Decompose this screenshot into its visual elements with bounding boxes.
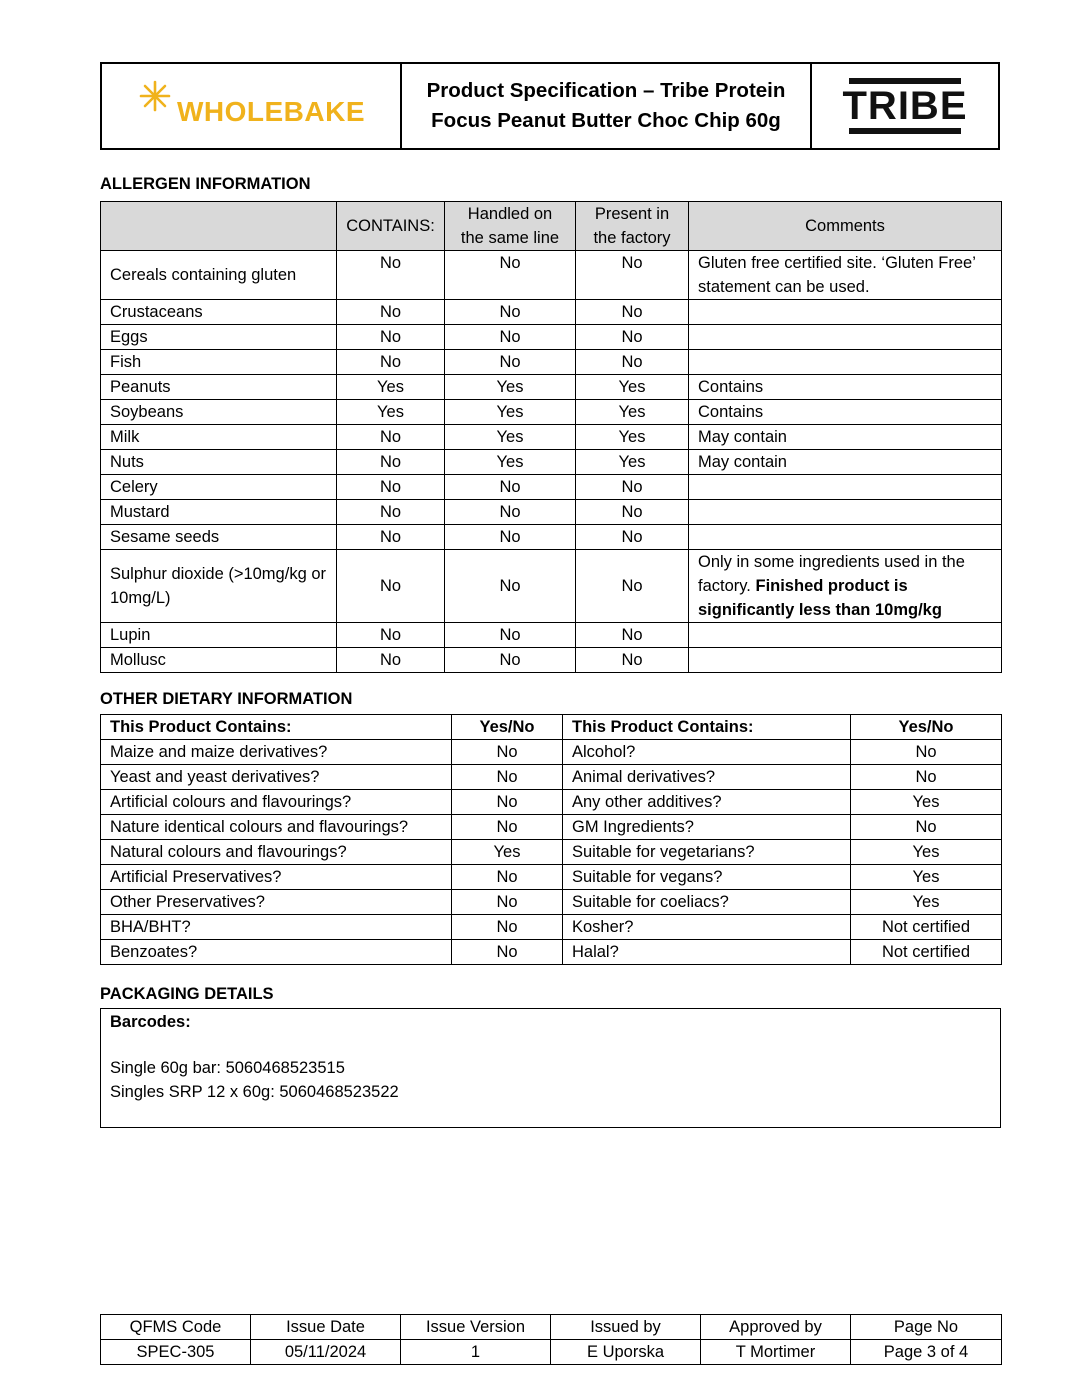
dietary-row <box>101 815 1002 840</box>
dietary-left-answer: No <box>452 765 563 790</box>
allergen-name: Lupin <box>101 623 337 648</box>
allergen-handled: No <box>445 350 576 375</box>
dietary-section-title: OTHER DIETARY INFORMATION <box>100 690 353 708</box>
dietary-right-question: Halal? <box>563 940 851 965</box>
dietary-row <box>101 915 1002 940</box>
allergen-header-blank <box>101 202 337 251</box>
allergen-name: Nuts <box>101 450 337 475</box>
dietary-row <box>101 740 1002 765</box>
allergen-name: Sesame seeds <box>101 525 337 550</box>
dietary-left-question: Artificial Preservatives? <box>101 865 452 890</box>
allergen-present: Yes <box>576 425 689 450</box>
allergen-row <box>101 500 1002 525</box>
dietary-table <box>100 714 1002 965</box>
allergen-row <box>101 623 1002 648</box>
allergen-handled: Yes <box>445 400 576 425</box>
allergen-row <box>101 375 1002 400</box>
allergen-present: No <box>576 325 689 350</box>
allergen-header-contains: CONTAINS: <box>337 202 445 251</box>
allergen-name: Mollusc <box>101 648 337 673</box>
title-line-1: Product Specification – Tribe Protein <box>426 79 786 102</box>
allergen-table <box>100 201 1002 673</box>
allergen-row <box>101 450 1002 475</box>
allergen-name: Celery <box>101 475 337 500</box>
allergen-name: Crustaceans <box>101 300 337 325</box>
dietary-left-answer: No <box>452 815 563 840</box>
allergen-comment <box>689 648 1002 673</box>
allergen-contains: No <box>337 648 445 673</box>
allergen-contains: No <box>337 623 445 648</box>
footer-header-row <box>101 1315 1002 1340</box>
dietary-right-answer: No <box>851 740 1002 765</box>
allergen-comment <box>689 251 1002 300</box>
footer-header-issued-by: Issued by <box>551 1315 701 1340</box>
allergen-name: Sulphur dioxide (>10mg/kg or 10mg/L) <box>101 550 337 623</box>
dietary-row <box>101 890 1002 915</box>
allergen-comment <box>689 450 1002 475</box>
allergen-handled: No <box>445 325 576 350</box>
allergen-comment <box>689 300 1002 325</box>
footer-issued-by: E Uporska <box>551 1340 701 1365</box>
allergen-handled: No <box>445 500 576 525</box>
allergen-contains: No <box>337 325 445 350</box>
document-header <box>100 62 1000 150</box>
dietary-row <box>101 840 1002 865</box>
dietary-right-answer: Yes <box>851 790 1002 815</box>
dietary-left-question: Natural colours and flavourings? <box>101 840 452 865</box>
dietary-left-answer: Yes <box>452 840 563 865</box>
allergen-contains: No <box>337 350 445 375</box>
allergen-name: Cereals containing gluten <box>101 251 337 300</box>
dietary-right-question: Suitable for coeliacs? <box>563 890 851 915</box>
footer-issue-date: 05/11/2024 <box>251 1340 401 1365</box>
allergen-comment <box>689 623 1002 648</box>
dietary-left-answer: No <box>452 790 563 815</box>
allergen-header-handled <box>445 202 576 251</box>
dietary-row <box>101 765 1002 790</box>
footer-header-issue-date: Issue Date <box>251 1315 401 1340</box>
footer-page-no: Page 3 of 4 <box>851 1340 1002 1365</box>
dietary-left-answer: No <box>452 740 563 765</box>
dietary-left-answer: No <box>452 865 563 890</box>
packaging-section-title: PACKAGING DETAILS <box>100 985 274 1003</box>
allergen-comment <box>689 325 1002 350</box>
allergen-contains: Yes <box>337 375 445 400</box>
allergen-handled: No <box>445 475 576 500</box>
allergen-comment-text: May contain <box>698 453 787 471</box>
allergen-name: Peanuts <box>101 375 337 400</box>
allergen-row <box>101 325 1002 350</box>
allergen-comment <box>689 375 1002 400</box>
allergen-present: No <box>576 623 689 648</box>
tribe-logo-text: TRIBE <box>842 84 968 128</box>
allergen-row <box>101 400 1002 425</box>
allergen-row <box>101 425 1002 450</box>
dietary-right-question: GM Ingredients? <box>563 815 851 840</box>
allergen-present: No <box>576 300 689 325</box>
allergen-row <box>101 525 1002 550</box>
dietary-right-question: Animal derivatives? <box>563 765 851 790</box>
footer-header-approved-by: Approved by <box>701 1315 851 1340</box>
dietary-header-row <box>101 715 1002 740</box>
allergen-contains: No <box>337 425 445 450</box>
dietary-right-answer: Yes <box>851 890 1002 915</box>
packaging-box <box>100 1008 1001 1128</box>
allergen-comment-text: May contain <box>698 428 787 446</box>
allergen-comment <box>689 550 1002 623</box>
dietary-row <box>101 790 1002 815</box>
allergen-handled: No <box>445 251 576 300</box>
dietary-header-left: This Product Contains: <box>101 715 452 740</box>
allergen-header-comments: Comments <box>689 202 1002 251</box>
allergen-name: Eggs <box>101 325 337 350</box>
dietary-right-question: Kosher? <box>563 915 851 940</box>
allergen-header-row <box>101 202 1002 251</box>
allergen-present: No <box>576 350 689 375</box>
dietary-right-question: Suitable for vegans? <box>563 865 851 890</box>
dietary-left-answer: No <box>452 915 563 940</box>
allergen-handled: Yes <box>445 450 576 475</box>
allergen-present: Yes <box>576 450 689 475</box>
allergen-contains: Yes <box>337 400 445 425</box>
allergen-header-present-line2: the factory <box>593 229 671 247</box>
allergen-present: No <box>576 251 689 300</box>
footer-header-issue-version: Issue Version <box>401 1315 551 1340</box>
tribe-logo-bar-bottom <box>849 128 961 134</box>
dietary-right-answer: Not certified <box>851 915 1002 940</box>
allergen-present: No <box>576 648 689 673</box>
document-title <box>400 64 812 148</box>
allergen-comment-text: Only in some ingredients used in the factory. <box>698 553 965 595</box>
dietary-left-answer: No <box>452 890 563 915</box>
footer-header-page-no: Page No <box>851 1315 1002 1340</box>
allergen-present: No <box>576 525 689 550</box>
allergen-row <box>101 350 1002 375</box>
barcode-single: Single 60g bar: 5060468523515 <box>110 1059 345 1077</box>
wholebake-logo-text: WHOLEBAKE <box>176 96 366 127</box>
dietary-right-answer: No <box>851 815 1002 840</box>
dietary-left-question: Artificial colours and flavourings? <box>101 790 452 815</box>
allergen-contains: No <box>337 525 445 550</box>
dietary-row <box>101 940 1002 965</box>
dietary-header-right: This Product Contains: <box>563 715 851 740</box>
allergen-handled: No <box>445 300 576 325</box>
allergen-handled: Yes <box>445 425 576 450</box>
allergen-comment <box>689 400 1002 425</box>
footer-table <box>100 1314 1002 1365</box>
allergen-handled: No <box>445 550 576 623</box>
dietary-left-question: Other Preservatives? <box>101 890 452 915</box>
dietary-right-question: Suitable for vegetarians? <box>563 840 851 865</box>
allergen-comment <box>689 500 1002 525</box>
allergen-present: Yes <box>576 400 689 425</box>
sun-icon <box>137 78 173 114</box>
dietary-right-answer: Not certified <box>851 940 1002 965</box>
allergen-handled: No <box>445 623 576 648</box>
allergen-comment-text: Contains <box>698 378 764 396</box>
footer-value-row <box>101 1340 1002 1365</box>
allergen-comment <box>689 475 1002 500</box>
barcodes-label: Barcodes: <box>110 1013 191 1031</box>
allergen-header-handled-line1: Handled on <box>467 205 553 223</box>
allergen-name: Soybeans <box>101 400 337 425</box>
allergen-comment-text: Contains <box>698 403 764 421</box>
allergen-contains: No <box>337 550 445 623</box>
footer-approved-by: T Mortimer <box>701 1340 851 1365</box>
dietary-right-answer: Yes <box>851 865 1002 890</box>
allergen-contains: No <box>337 251 445 300</box>
dietary-left-question: Maize and maize derivatives? <box>101 740 452 765</box>
allergen-comment <box>689 525 1002 550</box>
dietary-left-question: Nature identical colours and flavourings? <box>101 815 452 840</box>
allergen-handled: Yes <box>445 375 576 400</box>
dietary-right-answer: No <box>851 765 1002 790</box>
wholebake-logo <box>102 64 400 148</box>
dietary-right-question: Alcohol? <box>563 740 851 765</box>
allergen-section-title: ALLERGEN INFORMATION <box>100 175 311 193</box>
allergen-header-handled-line2: the same line <box>460 229 560 247</box>
allergen-present: No <box>576 550 689 623</box>
tribe-logo <box>812 64 998 148</box>
footer-header-qfms: QFMS Code <box>101 1315 251 1340</box>
dietary-left-answer: No <box>452 940 563 965</box>
allergen-comment-text: Gluten free certified site. ‘Gluten Free’ statement can be used. <box>698 254 976 296</box>
allergen-contains: No <box>337 450 445 475</box>
title-line-2: Focus Peanut Butter Choc Chip 60g <box>431 109 781 132</box>
allergen-contains: No <box>337 475 445 500</box>
allergen-handled: No <box>445 525 576 550</box>
allergen-present: No <box>576 475 689 500</box>
dietary-left-question: Benzoates? <box>101 940 452 965</box>
footer-qfms-code: SPEC-305 <box>101 1340 251 1365</box>
allergen-present: No <box>576 500 689 525</box>
footer-issue-version: 1 <box>401 1340 551 1365</box>
barcode-multi: Singles SRP 12 x 60g: 5060468523522 <box>110 1083 399 1101</box>
dietary-header-left-val: Yes/No <box>452 715 563 740</box>
dietary-right-answer: Yes <box>851 840 1002 865</box>
allergen-name: Fish <box>101 350 337 375</box>
allergen-header-present-line1: Present in <box>594 205 670 223</box>
allergen-present: Yes <box>576 375 689 400</box>
allergen-name: Mustard <box>101 500 337 525</box>
allergen-comment <box>689 350 1002 375</box>
dietary-left-question: Yeast and yeast derivatives? <box>101 765 452 790</box>
allergen-contains: No <box>337 500 445 525</box>
allergen-row <box>101 300 1002 325</box>
allergen-header-present <box>576 202 689 251</box>
allergen-row <box>101 648 1002 673</box>
allergen-name: Milk <box>101 425 337 450</box>
dietary-header-right-val: Yes/No <box>851 715 1002 740</box>
allergen-comment <box>689 425 1002 450</box>
allergen-row <box>101 475 1002 500</box>
dietary-right-question: Any other additives? <box>563 790 851 815</box>
dietary-left-question: BHA/BHT? <box>101 915 452 940</box>
allergen-contains: No <box>337 300 445 325</box>
allergen-comment-bold: Finished product is significantly less than 10mg/kg <box>698 577 942 619</box>
allergen-row <box>101 251 1002 300</box>
dietary-row <box>101 865 1002 890</box>
allergen-handled: No <box>445 648 576 673</box>
allergen-row <box>101 550 1002 623</box>
